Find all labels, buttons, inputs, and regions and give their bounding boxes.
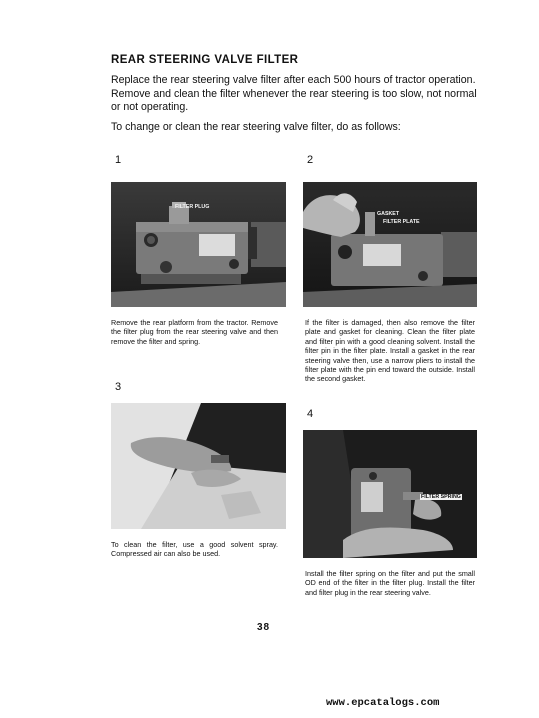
step-4-number: 4 — [307, 408, 314, 420]
page-number: 38 — [257, 622, 271, 633]
callout-gasket: GASKET — [377, 211, 400, 217]
step-4-photo — [303, 430, 477, 558]
step-1-number: 1 — [115, 154, 122, 166]
page-title: REAR STEERING VALVE FILTER — [111, 54, 299, 66]
callout-filter-plug: FILTER PLUG — [175, 204, 210, 210]
instruction-lead: To change or clean the rear steering valve filter, do as follows: — [111, 121, 401, 133]
step-4-caption: Install the filter spring on the filter and put the small OD end of the filter in the filter plug. Install the filter and filter plug in the rear steering valve. — [305, 569, 475, 597]
step-3-caption: To clean the filter, use a good solvent spray. Compressed air can also be used. — [111, 540, 278, 559]
step-3-number: 3 — [115, 381, 122, 393]
callout-filter-spring: FILTER SPRING — [421, 494, 461, 500]
callout-filter-plate: FILTER PLATE — [383, 219, 420, 225]
step-2-caption: If the filter is damaged, then also remove the filter plate and gasket for cleaning. Clean the filter plate and filter pin with a good cleaning solvent. Install the filter pin in the filter plate. Install a gasket in the rear steering valve then, use a narrow pliers to install the filter plate with the pin end toward the outside. Install the second gasket. — [305, 318, 475, 384]
step-1-caption: Remove the rear platform from the tractor. Remove the filter plug from the rear steering valve and then remove the filter and spring. — [111, 318, 278, 346]
intro-paragraph: Replace the rear steering valve filter after each 500 hours of tractor operation. Remove and clean the filter whenever the rear steering is too slow, not normal or not operating. — [111, 74, 477, 113]
step-3-photo — [111, 403, 286, 529]
step-2-photo — [303, 182, 477, 307]
step-2-number: 2 — [307, 154, 314, 166]
step-1-photo — [111, 182, 286, 307]
footer-website[interactable]: www.epcatalogs.com — [326, 697, 440, 709]
